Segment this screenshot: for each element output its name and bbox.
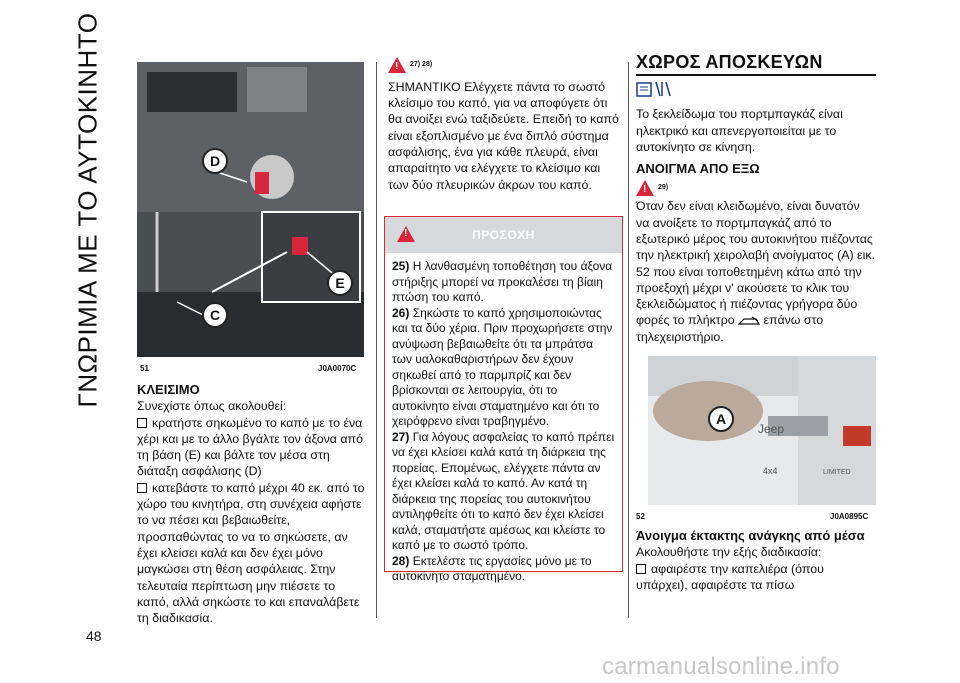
trunk-handle-illustration: [648, 356, 876, 505]
warning-ref: 29): [658, 184, 669, 192]
watermark: carmanualsonline.info: [602, 653, 840, 680]
checkbox-bullet-icon: [137, 483, 147, 493]
svg-text:LIMITED: LIMITED: [823, 469, 851, 476]
caution-note: 28) Εκτελέστε τις εργασίες μόνο με το αυτοκίνητο σταματημένο.: [392, 553, 592, 583]
trunk-handle-figure: [648, 356, 876, 505]
checkbox-bullet-icon: [636, 564, 646, 574]
caution-note: 25) Η λανθασμένη τοποθέτηση του άξονα στήριξης μπορεί να προκαλέσει τη βίαιη πτώση του καπό.: [392, 259, 613, 304]
warning-refs: 27) 28): [410, 60, 433, 68]
list-item: κρατήστε σηκωμένο το καπό με το ένα χέρι και με το άλλο βγάλτε τον άξονα από τη βάση (E) και βάλτε τον μέσα στη διάταξη ασφάλισης (D): [137, 415, 363, 479]
manual-book-icon: [636, 80, 676, 98]
column-2-text: [388, 56, 620, 193]
open-outside-text: Όταν δεν είναι κλειδωμένο, είναι δυνατόν να ανοίξετε το πορτμπαγκάζ από το εξωτερικό μέρος του αυτοκινήτου πιέζοντας την ηλεκτρική χειρολαβή ανοίγματος (A) εικ. 52 που είναι τοποθετημένη κάτω από την προεξοχή μέχρι ν' ακούσετε το κλικ του ξεκλειδώματος ή πιέζοντας γρήγορα δύο φορές το πλήκτρο επάνω στο τηλεχειριστήριο.: [636, 199, 875, 344]
subheading-open-outside: ΑΝΟΙΓΜΑ ΑΠΟ ΕΞΩ: [636, 161, 760, 177]
svg-text:4x4: 4x4: [763, 466, 778, 476]
checkbox-bullet-icon: [137, 418, 147, 428]
callout-d: D: [202, 148, 228, 174]
title-underline: [636, 74, 876, 76]
chapter-title: ΓΝΩΡΙΜΙΑ ΜΕ ΤΟ ΑΥΤΟΚΙΝΗΤΟ: [72, 12, 103, 407]
column-divider: [376, 62, 377, 618]
callout-e: E: [327, 270, 353, 296]
page-number: 48: [86, 628, 102, 644]
luggage-intro: Το ξεκλείδωμα του πορτμπαγκάζ είναι ηλεκτρικό και απενεργοποιείται με το αυτοκίνητο σε κίνηση.: [636, 107, 843, 154]
figure-number: 51: [140, 364, 149, 373]
callout-c: C: [202, 302, 228, 328]
warning-icon: [388, 57, 406, 73]
caution-title: ΠΡΟΣΟΧΗ: [472, 228, 535, 242]
caution-box: [384, 216, 623, 583]
emergency-intro: Ακολουθήστε την εξής διαδικασία:: [636, 545, 822, 560]
callout-a: A: [708, 406, 734, 432]
figure-code: J0A0070C: [318, 364, 357, 373]
important-note: ΣΗΜΑΝΤΙΚΟ Ελέγχετε πάντα το σωστό κλείσιμο του καπό, για να αποφύγετε ότι θα ανοίξει ενώ ταξιδεύετε. Επειδή το καπό είναι εξοπλισμένο με ένα διπλό σύστημα ασφάλισης, ένα για κάθε πλευρά, είναι απαραίτητο να ελέγχετε το κλείσιμο και των δύο πλευρικών άκρων του καπό.: [388, 79, 619, 192]
caution-body: [385, 253, 622, 585]
section-title-luggage: ΧΩΡΟΣ ΑΠΟΣΚΕΥΩΝ: [636, 52, 823, 72]
subheading-emergency: Άνοιγμα έκτακτης ανάγκης από μέσα: [636, 528, 865, 543]
list-item: αφαιρέστε την καπελιέρα (όπου υπάρχει), αφαιρέστε τα πίσω: [636, 561, 824, 592]
column-divider: [628, 62, 629, 618]
caution-note: 26) Σηκώστε το καπό χρησιμοποιώντας και τα δύο χέρια. Πριν προχωρήσετε στην ανύψωση βεβαιωθείτε ότι τα μπράτσα των υαλοκαθαριστήρων δεν έχουν σηκωθεί από το παρμπρίζ και δεν βρίσκονται σε λειτουργία, ότι το αυτοκίνητο είναι σταματημένο και ότι το χειρόφρενο είναι τραβηγμένο.: [392, 305, 613, 428]
warning-icon: [636, 180, 654, 196]
figure-number: 52: [636, 512, 645, 521]
section-heading-closing: ΚΛΕΙΣΙΜΟ: [137, 382, 200, 397]
column-3-text: [636, 80, 876, 345]
list-item: κατεβάστε το καπό μέχρι 40 εκ. από το χώρο του κινητήρα, στη συνέχεια αφήστε το να πέσει και βεβαιωθείτε, προσπαθώντας το να το σηκώσετε, αν έχει κλείσει καλά και δεν έχει μόνο μαγκώσει στη θέση ασφάλειας. Στην τελευταία περίπτωση μην πιέσετε το καπό, αλλά σηκώστε το και επαναλάβετε τη διαδικασία.: [137, 480, 365, 626]
caution-note: 27) Για λόγους ασφαλείας το καπό πρέπει να έχει κλείσει καλά κατά τη διάρκεια της πορείας. Επομένως, ελέγχετε πάντα αν έχει κλείσει καλά το καπό. Αν κατά τη διάρκεια της πορείας του αυτοκινήτου αντιληφθείτε ότι το καπό δεν έχει κλείσει καλά, σταματήστε αμέσως και κλείστε το καπό με το σωστό τρόπο.: [392, 429, 615, 552]
figure-code: J0A0895C: [830, 512, 869, 521]
column-1-text: [137, 382, 369, 626]
emergency-text: [636, 528, 876, 593]
svg-text:Jeep: Jeep: [758, 422, 785, 436]
intro-text: Συνεχίστε όπως ακολουθεί:: [137, 399, 287, 414]
engine-bay-illustration: [137, 62, 364, 357]
key-fob-trunk-icon: [738, 316, 760, 326]
caution-header: [385, 217, 622, 253]
engine-bay-figure: [137, 62, 364, 357]
